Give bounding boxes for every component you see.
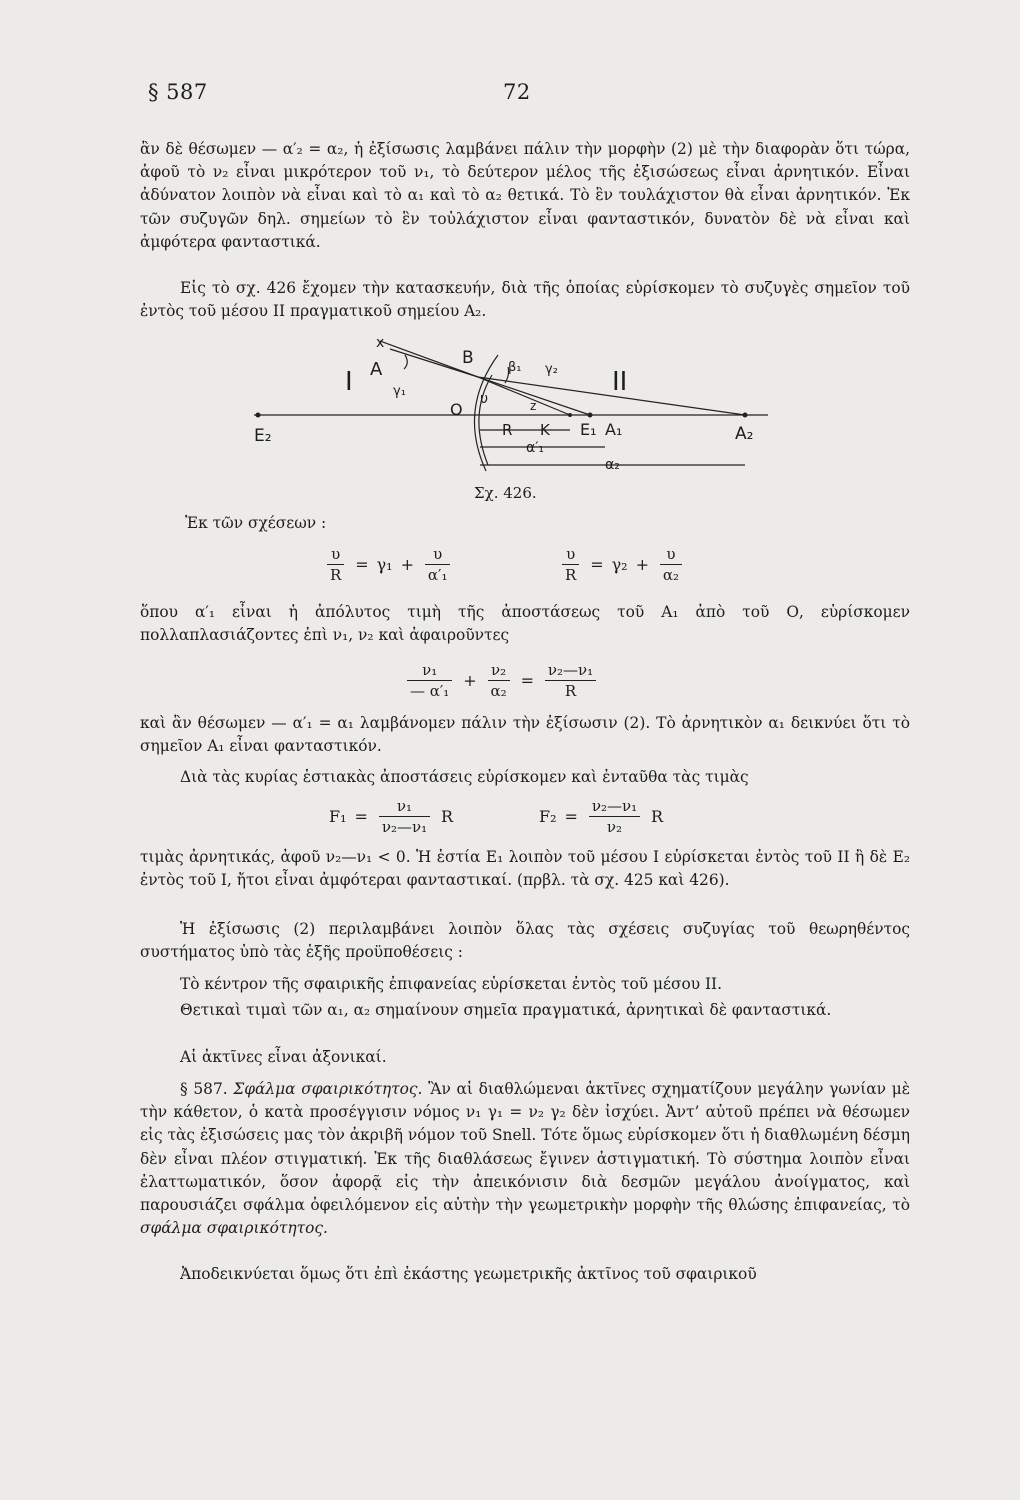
relations-intro: Ἐκ τῶν σχέσεων : <box>185 514 327 532</box>
z-label: z <box>530 399 537 413</box>
e2-label: E₂ <box>254 426 272 446</box>
equation-3: $\frac{\text{ν₁}}{\text{— α′₁}}$ + $\frac{\text{ν₂}}{\text{α₂}}$ = $\frac{\text{ν₂—ν₁}}{R}$ <box>405 660 598 701</box>
upsilon-label: υ <box>480 391 489 407</box>
equation-f2: F₂ = $\frac{\text{ν₂—ν₁}}{\text{ν₂}}$ R <box>539 797 664 836</box>
section-title: Σφάλμα σφαιρικότητος. <box>233 1080 423 1098</box>
k-label: K <box>540 421 550 439</box>
equation-2: $\frac{\upsilon}{R}$ = γ₂ + $\frac{\upsilon}{\text{α₂}}$ <box>560 544 684 585</box>
paragraph-12: Ἀποδεικνύεται ὅμως ὅτι ἐπὶ ἑκάστης γεωμετρικῆς ἀκτῖνος τοῦ σφαιρικοῦ <box>180 1265 757 1283</box>
paragraph-10: Αἱ ἀκτῖνες εἶναι ἀξονικαί. <box>180 1048 387 1066</box>
medium-1-label: I <box>345 367 353 397</box>
a1-label: A₁ <box>605 420 623 439</box>
paragraph-2: Εἰς τὸ σχ. 426 ἔχομεν τὴν κατασκευήν, διὰ τῆς ὁποίας εὑρίσκομεν τὸ συζυγὲς σημεῖον τοῦ ἐντὸς τοῦ μέσου ΙΙ πραγματικοῦ σημείου Α₂. <box>140 279 910 321</box>
r-label: R <box>502 421 513 439</box>
point-b-label: B <box>462 348 474 368</box>
equation-1: $\frac{\upsilon}{R}$ = γ₁ + $\frac{\upsilon}{\text{α′₁}}$ <box>325 544 452 585</box>
paragraph-5: Διὰ τὰς κυρίας ἑστιακὰς ἀποστάσεις εὑρίσκομεν καὶ ἐνταῦθα τὰς τιμὰς <box>180 768 749 786</box>
paragraph-1: ἂν δὲ θέσωμεν — α′₂ = α₂, ἡ ἐξίσωσις λαμβάνει πάλιν τὴν μορφὴν (2) μὲ τὴν διαφορὰν ὅτι τώρα, ἀφοῦ τὸ ν₂ εἶναι μικρότερον τοῦ ν₁, τὸ δεύτερον μέλος τῆς ἐξισώσεως εἶναι ἀρνητικόν. Εἶναι ἀδύνατον λοιπὸν νὰ εἶναι καὶ τὸ α₁ καὶ τὸ α₂ θετικά. Τὸ ἓν τουλάχιστον θὰ εἶναι ἀρνητικόν. Ἐκ τῶν συζυγῶν δηλ. σημείων τὸ ἓν τοὐλάχιστον εἶναι φανταστικόν, δυνατὸν δὲ νὰ εἶναι καὶ ἀμφότερα φανταστικά. <box>140 140 910 251</box>
figure-caption: Σχ. 426. <box>474 484 537 502</box>
alpha-1-prime-label: α′₁ <box>526 440 545 456</box>
angle-gamma1 <box>404 355 407 369</box>
alpha-2-label: α₂ <box>605 457 620 473</box>
point-a-label: A <box>370 359 383 380</box>
refracting-surface <box>474 355 498 471</box>
refracting-surface-inner <box>479 375 492 465</box>
beta-1-label: β₁ <box>508 360 522 375</box>
equation-f1: F₁ = $\frac{\text{ν₁}}{\text{ν₂—ν₁}}$ R <box>329 797 454 836</box>
gamma-1-label: γ₁ <box>393 384 406 399</box>
medium-2-label: II <box>612 367 628 397</box>
paragraph-3: ὅπου α′₁ εἶναι ἡ ἀπόλυτος τιμὴ τῆς ἀποστάσεως τοῦ Α₁ ἀπὸ τοῦ Ο, εὑρίσκομεν πολλαπλασιάζοντες ἐπὶ ν₁, ν₂ καὶ ἀφαιροῦντες <box>140 603 910 645</box>
paragraph-4: καὶ ἂν θέσωμεν — α′₁ = α₁ λαμβάνομεν πάλιν τὴν ἐξίσωσιν (2). Τὸ ἀρνητικὸν α₁ δεικνύει ὅτι τὸ σημεῖον Α₁ εἶναι φανταστικόν. <box>140 714 910 756</box>
paragraph-11: § 587. Σφάλμα σφαιρικότητος. Ἂν αἱ διαθλώμεναι ἀκτῖνες σχηματίζουν μεγάλην γωνίαν μὲ τὴν κάθετον, ὁ κατὰ προσέγγισιν νόμος ν₁ γ₁ = ν₂ γ₂ δὲν ἰσχύει. Ἀντ’ αὐτοῦ πρέπει νὰ θέσωμεν εἰς τὰς ἐξισώσεις μας τὸν ἀκριβῆ νόμον τοῦ Snell. Τότε ὅμως εὑρίσκομεν ὅτι ἡ διαθλωμένη δέσμη δὲν εἶναι πλέον στιγματική. Ἐκ τῆς διαθλάσεως ἔγινεν ἀστιγματική. Τὸ σύστημα λοιπὸν εἶναι ἐλαττωματικόν, ὅσον ἀφορᾷ εἰς τὴν ἀπεικόνισιν διὰ δεσμῶν μεγάλου ἀνοίγματος, καὶ παρουσιάζει σφάλμα ὀφειλόμενον εἰς αὐτὴν τὴν γεωμετρικὴν μορφὴν τῆς θλώσης ἐπιφανείας, τὸ σφάλμα σφαιρικότητος. <box>140 1080 910 1238</box>
paragraph-6: τιμὰς ἀρνητικάς, ἀφοῦ ν₂—ν₁ < 0. Ἡ ἑστία Ε₁ λοιπὸν τοῦ μέσου Ι εὑρίσκεται ἐντὸς τοῦ ΙΙ ἢ δὲ Ε₂ ἐντὸς τοῦ Ι, ἤτοι εἶναι ἀμφότεραι φανταστικαί. (πρβλ. τὰ σχ. 425 καὶ 426). <box>140 848 910 890</box>
point-x-label: x <box>376 335 385 351</box>
normal-line <box>478 377 570 415</box>
e1-label: E₁ <box>580 420 597 439</box>
section-number: § 587 <box>148 80 208 104</box>
page-number: 72 <box>503 80 531 104</box>
paragraph-7: Ἡ ἐξίσωσις (2) περιλαμβάνει λοιπὸν ὅλας τὰς σχέσεις συζυγίας τοῦ θεωρηθέντος συστήματος ὑπὸ τὰς ἑξῆς προϋποθέσεις : <box>140 920 910 962</box>
a2-label: A₂ <box>735 424 754 444</box>
section-lead: § 587. <box>180 1080 228 1098</box>
gamma-2-label: γ₂ <box>545 362 558 377</box>
figure-426 <box>240 335 780 485</box>
paragraph-8: Τὸ κέντρον τῆς σφαιρικῆς ἐπιφανείας εὑρίσκεται ἐντὸς τοῦ μέσου ΙΙ. <box>180 975 723 993</box>
point-o-label: O <box>450 400 463 419</box>
paragraph-9: Θετικαὶ τιμαὶ τῶν α₁, α₂ σημαίνουν σημεῖα πραγματικά, ἀρνητικαὶ δὲ φανταστικά. <box>180 1001 832 1019</box>
